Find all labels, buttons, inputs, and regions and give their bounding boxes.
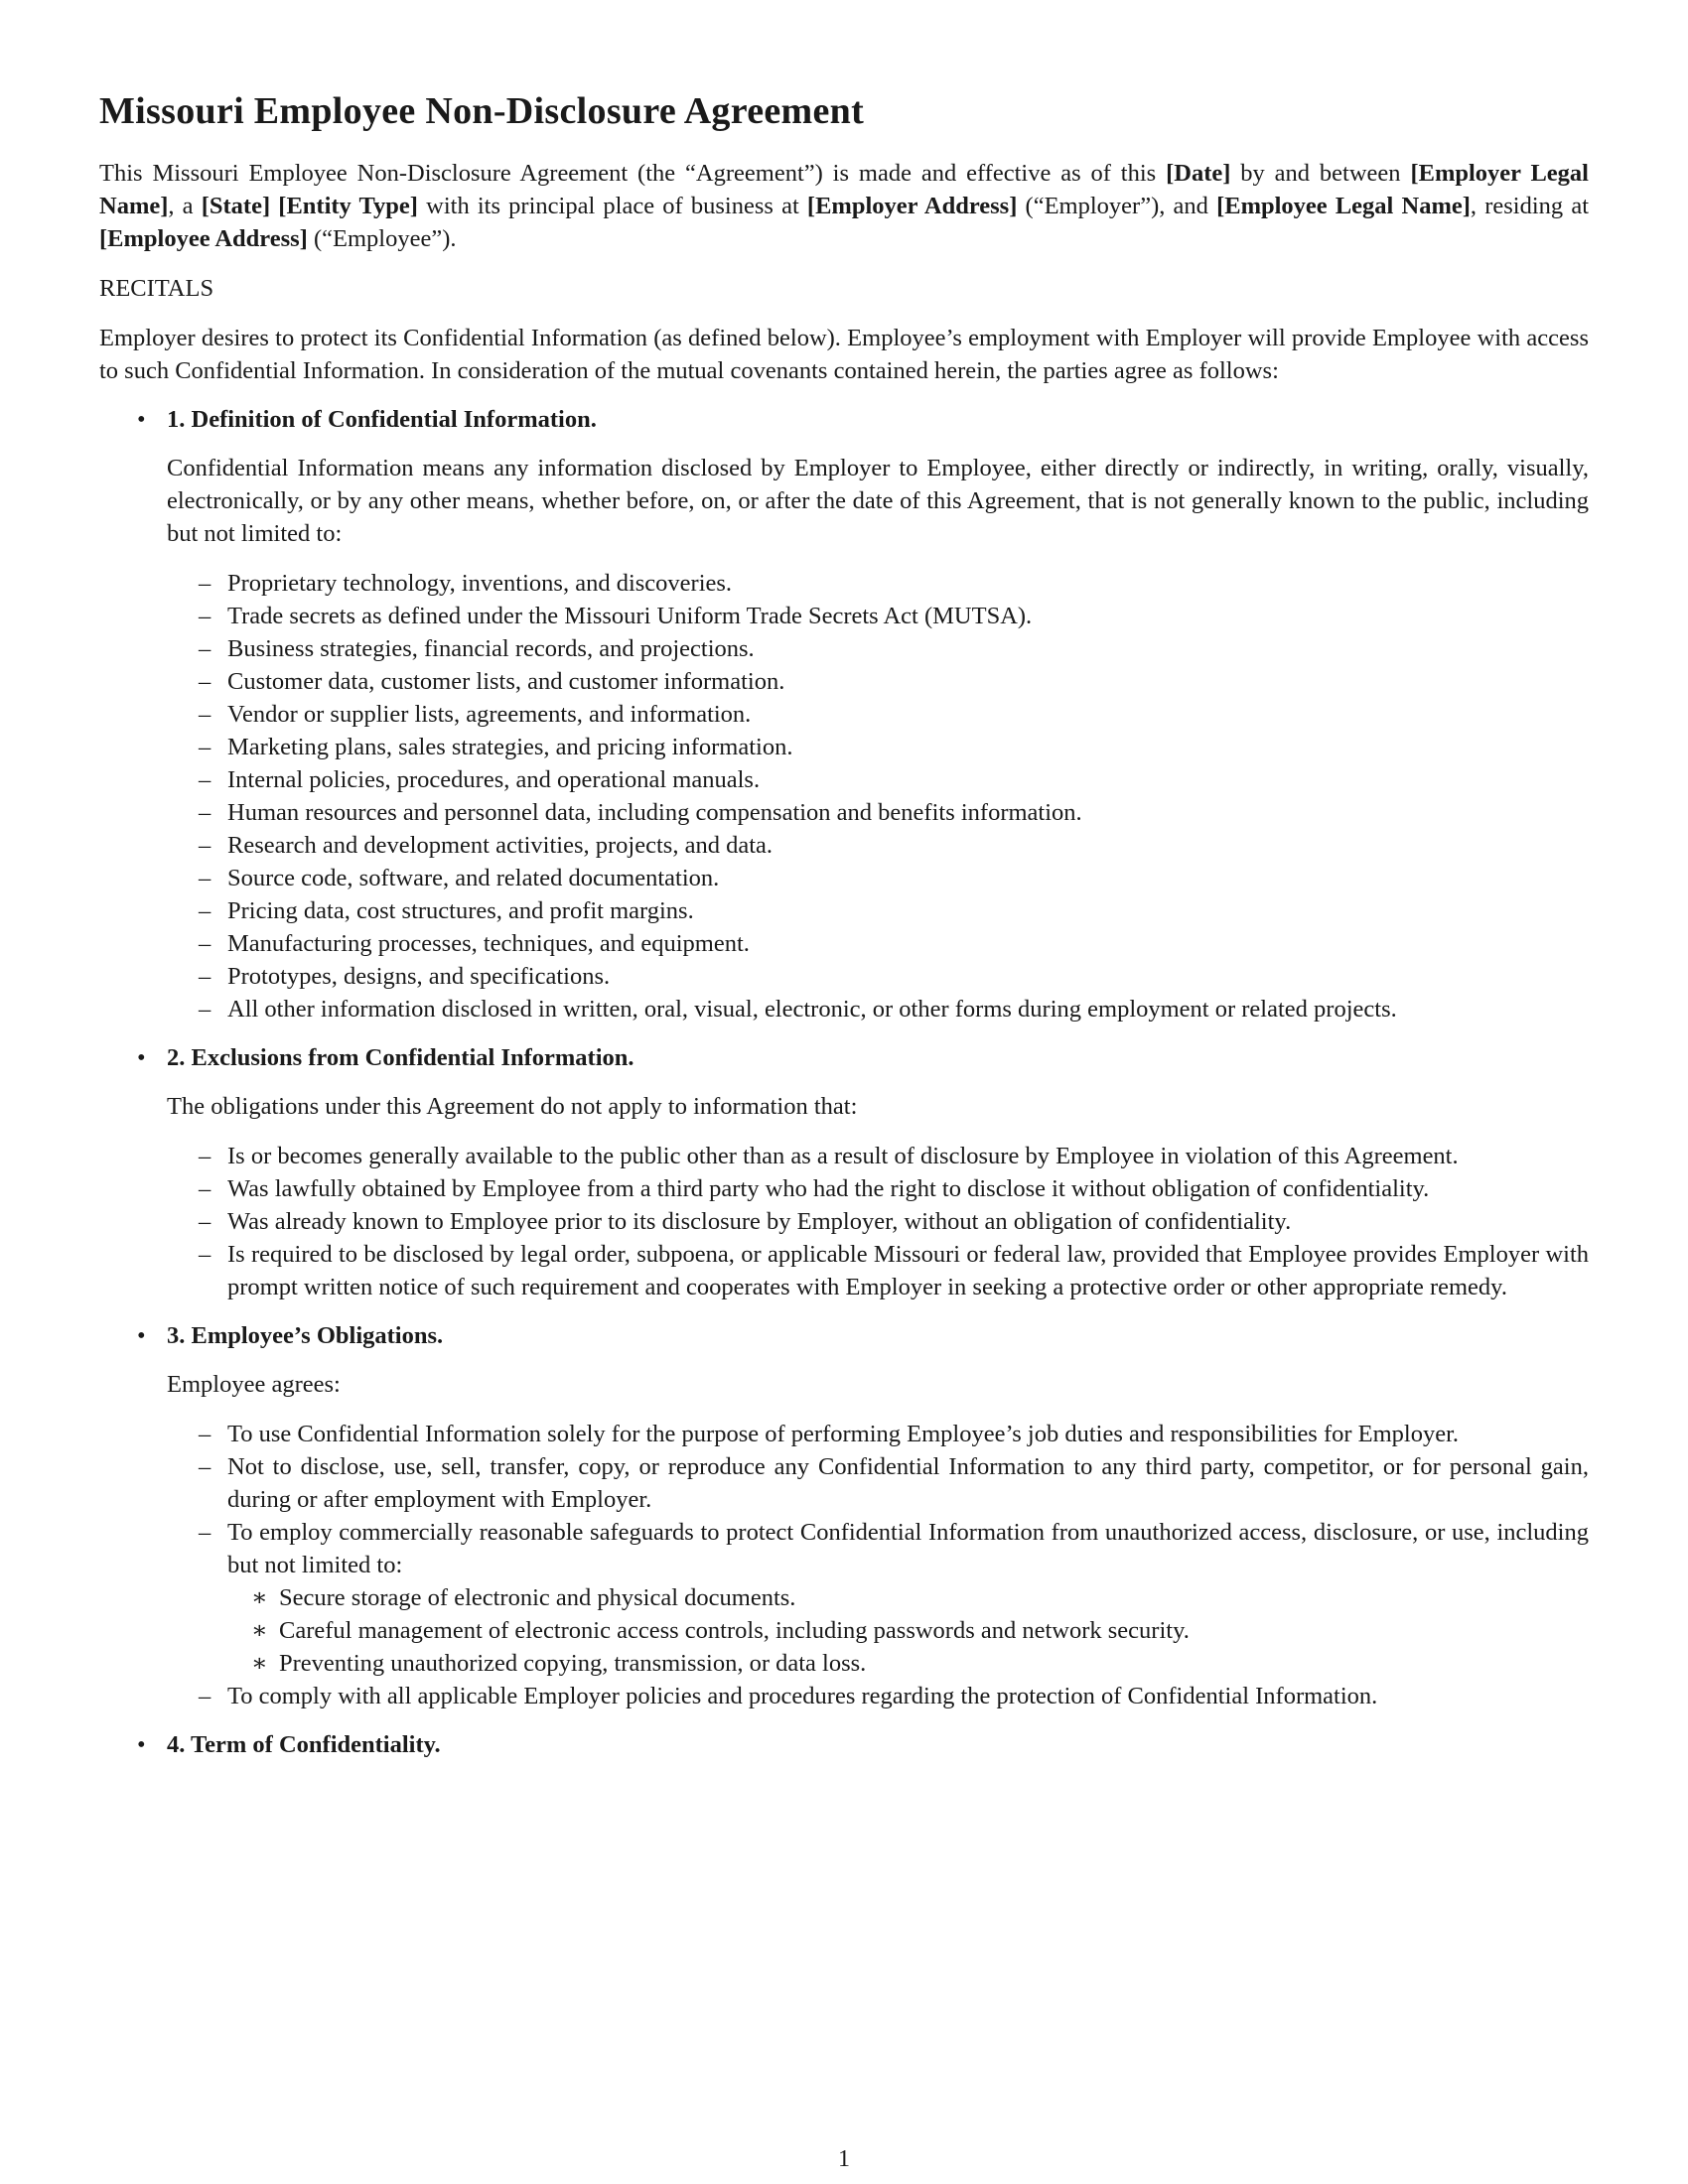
section-1 [99,403,1589,1025]
intro-text-2: by and between [1230,160,1411,187]
list-item-text: Was already known to Employee prior to its disclosure by Employer, without an obligation of confidentiality. [227,1208,1292,1235]
dash-icon: – [199,766,211,793]
list-item [167,731,1589,763]
list-item-text: Source code, software, and related documentation. [227,865,720,891]
list-item [167,1680,1589,1712]
list-item-text: Research and development activities, projects, and data. [227,832,774,859]
dash-icon: – [199,799,211,826]
dash-icon: – [199,930,211,957]
list-item [167,567,1589,600]
section-body: Confidential Information means any information disclosed by Employer to Employee, either directly or indirectly, in writing, orally, visually, electronically, or by any other means, whether before, on, or after the date of this Agreement, that is not generally known to the public, including but not limited to: [167,455,1589,547]
entity-type-placeholder: [Entity Type] [278,193,418,219]
list-item-text: Is required to be disclosed by legal order, subpoena, or applicable Missouri or federal law, provided that Employee provides Employer with prompt written notice of such requirement and cooperates with Employer in seeking a protective order or other appropriate remedy. [227,1241,1589,1300]
employee-address-placeholder: [Employee Address] [99,225,308,252]
nested-list-item-text: Preventing unauthorized copying, transmission, or data loss. [279,1650,867,1677]
asterisk-icon: ∗ [251,1584,268,1611]
list-item-text: Vendor or supplier lists, agreements, and information. [227,701,752,728]
dash-icon: – [199,963,211,990]
list-item-text: Pricing data, cost structures, and profit margins. [227,897,694,924]
nested-list-item [227,1647,1589,1680]
section-body: Employee agrees: [167,1371,341,1398]
dash-icon: – [199,570,211,597]
section-title: 1. Definition of Confidential Information. [167,406,597,433]
dash-icon: – [199,701,211,728]
dash-icon: – [199,635,211,662]
list-item [167,862,1589,894]
section-list [167,1418,1589,1712]
document-content [99,87,1589,1777]
list-item [167,829,1589,862]
list-item [167,665,1589,698]
recitals-paragraph: Employer desires to protect its Confidential Information (as defined below). Employee’s employment with Employer will provide Employee with access to such Confidential Information. In consideration of the mutual covenants contained herein, the parties agree as follows: [99,325,1589,384]
list-item-text: Trade secrets as defined under the Missouri Uniform Trade Secrets Act (MUTSA). [227,603,1033,629]
list-item-text: Was lawfully obtained by Employee from a third party who had the right to disclose it without obligation of confidentiality. [227,1175,1430,1202]
section-title: 3. Employee’s Obligations. [167,1322,444,1349]
dash-icon: – [199,603,211,629]
list-item [167,960,1589,993]
list-item-text: Business strategies, financial records, and projections. [227,635,755,662]
recitals-heading: RECITALS [99,275,214,302]
list-item [167,927,1589,960]
dash-icon: – [199,996,211,1023]
list-item [167,1172,1589,1205]
dash-icon: – [199,897,211,924]
bullet-icon: • [137,1731,146,1758]
dash-icon: – [199,865,211,891]
dash-icon: – [199,1453,211,1480]
dash-icon: – [199,1519,211,1546]
page-number: 1 [838,2146,850,2172]
nested-list-item [227,1614,1589,1647]
list-item-text: Is or becomes generally available to the public other than as a result of disclosure by Employee in violation of this Agreement. [227,1143,1459,1169]
dash-icon: – [199,1175,211,1202]
list-item-text: Internal policies, procedures, and operational manuals. [227,766,761,793]
nested-list-item [227,1581,1589,1614]
list-item [167,1516,1589,1680]
list-item [167,632,1589,665]
dash-icon: – [199,1208,211,1235]
list-item-text: To employ commercially reasonable safeguards to protect Confidential Information from unauthorized access, disclosure, or use, including but not limited to: [227,1519,1589,1578]
state-placeholder: [State] [201,193,271,219]
list-item [167,600,1589,632]
dash-icon: – [199,832,211,859]
list-item [167,1205,1589,1238]
intro-text-8: (“Employee”). [307,225,457,252]
list-item-text: Marketing plans, sales strategies, and pricing information. [227,734,793,760]
list-item [167,1238,1589,1303]
section-list [167,1140,1589,1303]
list-item-text: Manufacturing processes, techniques, and equipment. [227,930,750,957]
list-item-text: Proprietary technology, inventions, and discoveries. [227,570,733,597]
list-item-text: Prototypes, designs, and specifications. [227,963,611,990]
list-item [167,763,1589,796]
dash-icon: – [199,734,211,760]
employer-name-placeholder: [Employer Legal Name] [99,160,1589,219]
list-item [167,796,1589,829]
list-item-text: To use Confidential Information solely for the purpose of performing Employee’s job duties and responsibilities for Employer. [227,1421,1460,1447]
section-4 [99,1728,1589,1761]
section-list [167,567,1589,1025]
list-item [167,1418,1589,1450]
intro-text-5: with its principal place of business at [417,193,807,219]
nested-list-item-text: Careful management of electronic access controls, including passwords and network security. [279,1617,1190,1644]
list-item-text: Customer data, customer lists, and customer information. [227,668,785,695]
list-item-text: All other information disclosed in written, oral, visual, electronic, or other forms during employment or related projects. [227,996,1397,1023]
section-title: 4. Term of Confidentiality. [167,1731,441,1758]
list-item [167,1450,1589,1516]
list-item [167,993,1589,1025]
bullet-icon: • [137,1322,146,1349]
nested-list [227,1581,1589,1680]
section-2 [99,1041,1589,1303]
list-item-text: Human resources and personnel data, including compensation and benefits information. [227,799,1082,826]
dash-icon: – [199,668,211,695]
list-item-text: Not to disclose, use, sell, transfer, copy, or reproduce any Confidential Information to any third party, competitor, or for personal gain, during or after employment with Employer. [227,1453,1589,1513]
bullet-icon: • [137,1044,146,1071]
dash-icon: – [199,1143,211,1169]
employee-name-placeholder: [Employee Legal Name] [1216,193,1471,219]
intro-paragraph [99,157,1589,255]
nested-list-item-text: Secure storage of electronic and physical documents. [279,1584,796,1611]
list-item [167,894,1589,927]
section-body: The obligations under this Agreement do not apply to information that: [167,1093,858,1120]
dash-icon: – [199,1421,211,1447]
asterisk-icon: ∗ [251,1617,268,1644]
section-3 [99,1319,1589,1712]
dash-icon: – [199,1241,211,1268]
asterisk-icon: ∗ [251,1650,268,1677]
intro-text-6: (“Employer”), and [1017,193,1217,219]
intro-text-1: This Missouri Employee Non-Disclosure Agreement (the “Agreement”) is made and effective as of this [99,160,1167,187]
list-item [167,1140,1589,1172]
dash-icon: – [199,1683,211,1709]
employer-address-placeholder: [Employer Address] [806,193,1018,219]
section-title: 2. Exclusions from Confidential Information. [167,1044,634,1071]
list-item [167,698,1589,731]
intro-text-3: , a [168,193,202,219]
date-placeholder: [Date] [1166,160,1231,187]
bullet-icon: • [137,406,146,433]
intro-text-7: , residing at [1470,193,1589,219]
list-item-text: To comply with all applicable Employer policies and procedures regarding the protection of Confidential Information. [227,1683,1378,1709]
document-title: Missouri Employee Non-Disclosure Agreement [99,90,865,132]
